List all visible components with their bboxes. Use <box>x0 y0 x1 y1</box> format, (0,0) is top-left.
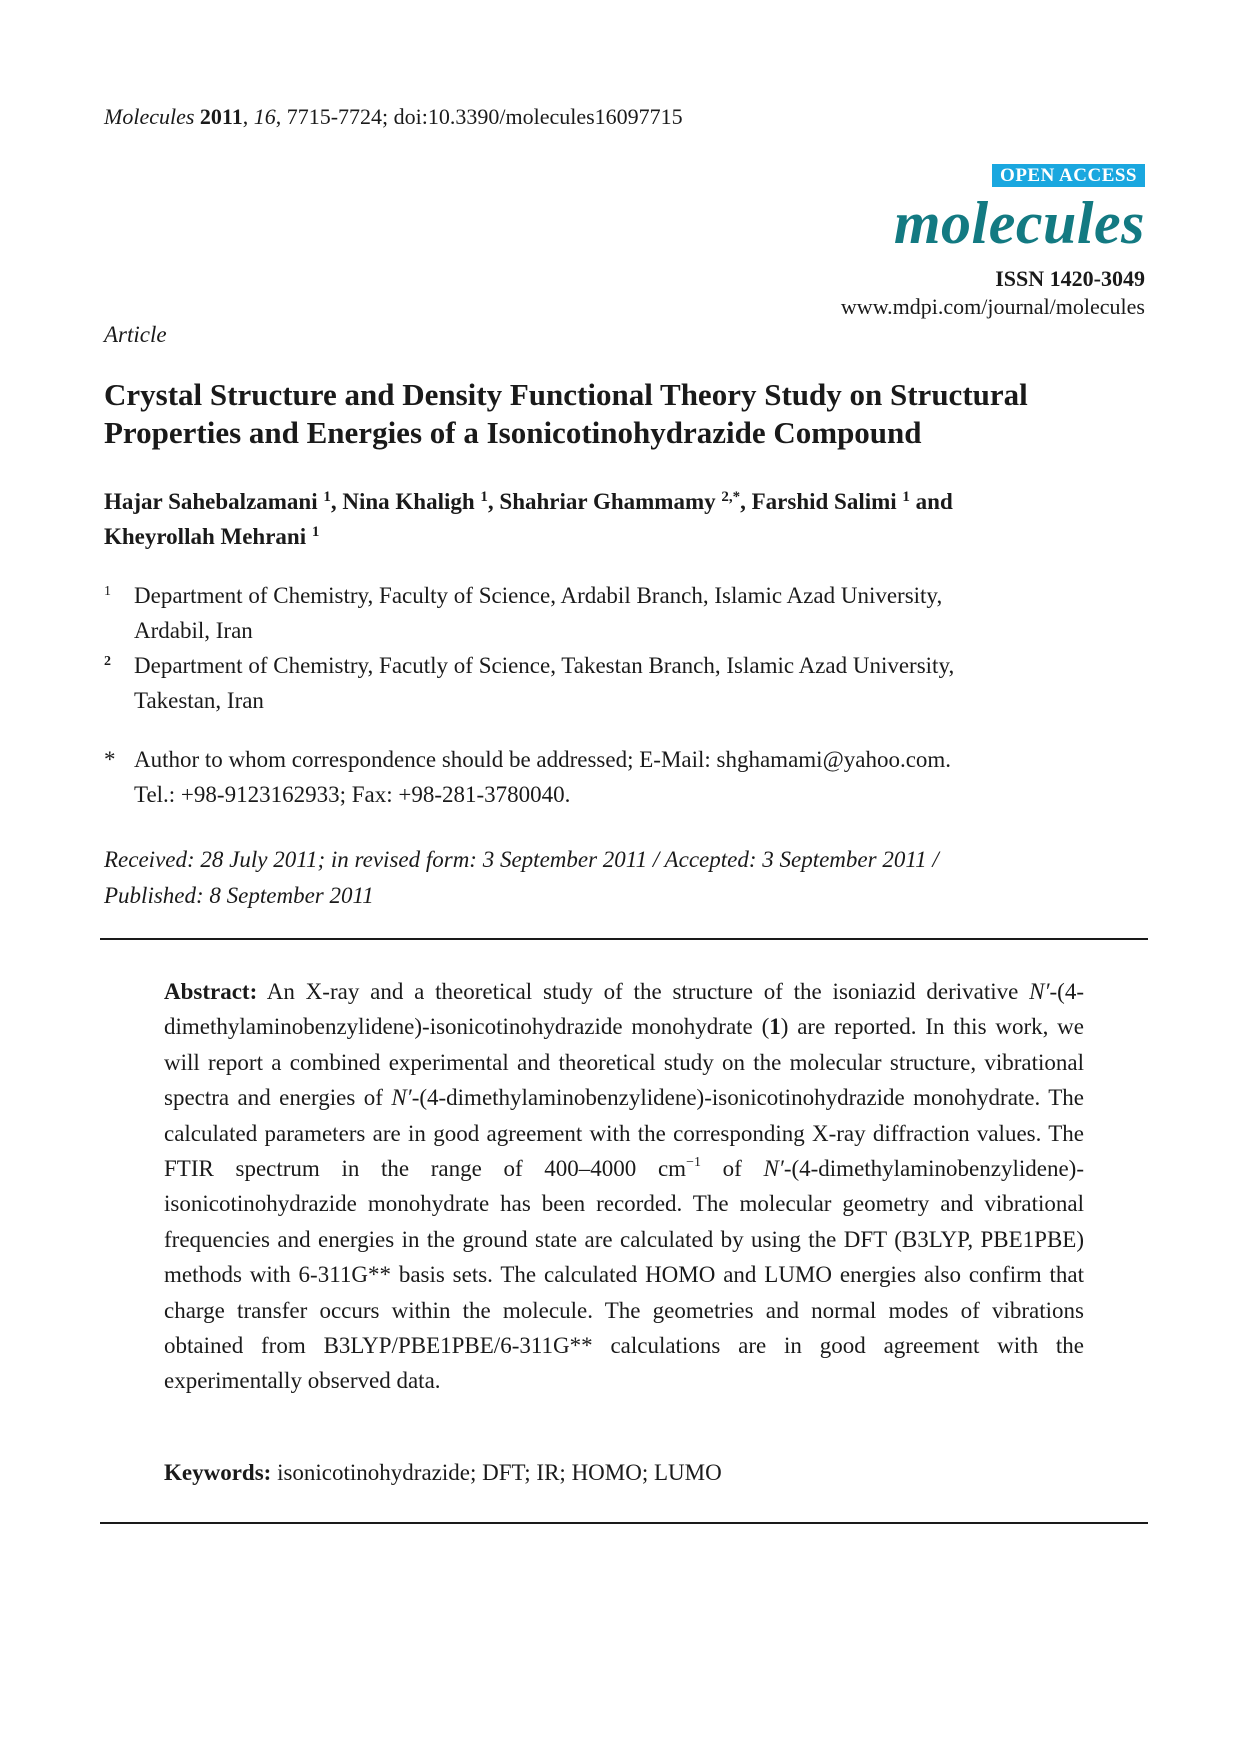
citation-line: Molecules 2011, 16, 7715-7724; doi:10.3390/molecules16097715 <box>104 104 683 129</box>
divider-top <box>100 938 1148 940</box>
author-affiliation-mark: 2,* <box>721 489 741 505</box>
citation-pages-doi: , 7715-7724; doi:10.3390/molecules16097715 <box>275 104 683 129</box>
correspondence-line: Tel.: +98-9123162933; Fax: +98-281-3780040. <box>134 782 571 807</box>
abstract-nprime: N′ <box>763 1156 784 1182</box>
author-separator: , <box>740 489 752 514</box>
abstract-label: Abstract: <box>164 979 258 1004</box>
journal-url[interactable]: www.mdpi.com/journal/molecules <box>840 294 1145 319</box>
keywords-label: Keywords: <box>164 1460 272 1485</box>
author-separator: and <box>909 489 953 514</box>
article-title: Crystal Structure and Density Functional Theory Study on Structural Properties and Energies of a Isonicotinohydrazide Compound <box>104 377 1028 450</box>
author-affiliation-mark: 1 <box>311 524 320 540</box>
author-name: Hajar Sahebalzamani <box>104 489 318 514</box>
author-separator: , <box>487 489 500 514</box>
author-name: Farshid Salimi <box>751 489 897 514</box>
affiliation-line: Takestan, Iran <box>134 688 264 713</box>
author-name: Kheyrollah Mehrani <box>104 524 307 549</box>
abstract-text: ) are reported. In this work, we will report a combined experimental and theoretical study on the molecular structure, vibrational spectra and energies of <box>164 1014 1084 1111</box>
affiliation-line: Ardabil, Iran <box>134 618 253 643</box>
abstract-nprime: N′ <box>391 1085 412 1111</box>
author-affiliation-mark: 1 <box>480 489 488 505</box>
abstract-text: of <box>700 1156 764 1182</box>
journal-logo: molecules <box>893 190 1145 256</box>
affiliation-number: 2 <box>104 654 111 669</box>
article-type: Article <box>104 322 167 347</box>
open-access-badge: OPEN ACCESS <box>992 164 1145 187</box>
journal-name: Molecules <box>104 104 195 129</box>
dates-line: Published: 8 September 2011 <box>104 883 374 908</box>
keywords-text: isonicotinohydrazide; DFT; IR; HOMO; LUMO <box>271 1460 722 1485</box>
citation-year: 2011 <box>199 104 243 129</box>
abstract-text: -(4-dimethylaminobenzylidene)-isonicotinohydrazide monohydrate ( <box>164 979 1084 1040</box>
abstract <box>164 974 1084 1399</box>
author-name: Shahriar Ghammamy <box>499 489 716 514</box>
author-affiliation-mark: 1 <box>902 489 910 505</box>
dates-line: Received: 28 July 2011; in revised form: 3 September 2011 / Accepted: 3 September 2011 / <box>104 847 939 872</box>
affiliation-number: 1 <box>104 584 111 599</box>
correspondence <box>104 742 1154 812</box>
correspondence-line: Author to whom correspondence should be addressed; E-Mail: shghamami@yahoo.com. <box>134 747 952 772</box>
author-list <box>104 484 1154 554</box>
affiliation-1 <box>104 578 1154 648</box>
keywords <box>164 1460 1084 1486</box>
affiliation-line: Department of Chemistry, Facutly of Science, Takestan Branch, Islamic Azad University, <box>134 653 955 678</box>
author-separator: , <box>330 489 343 514</box>
affiliation-2 <box>104 648 1154 718</box>
abstract-text: -(4-dimethylaminobenzylidene)-isonicotinohydrazide monohydrate has been recorded. The molecular geometry and vibrational frequencies and energies in the ground state are calculated by using the DFT (B3LYP, PBE1PBE) methods with 6-311G** basis sets. The calculated HOMO and LUMO energies also confirm that charge transfer occurs within the molecule. The geometries and normal modes of vibrations obtained from B3LYP/PBE1PBE/6-311G** calculations are in good agreement with the experimentally observed data. <box>164 1156 1084 1394</box>
author-name: Nina Khaligh <box>342 489 475 514</box>
publication-dates <box>104 842 1154 914</box>
abstract-text: -(4-dimethylaminobenzylidene)-isonicotinohydrazide monohydrate. The calculated parameters are in good agreement with the corresponding X-ray diffraction values. The FTIR spectrum in the range of 400–4000 cm <box>164 1085 1085 1182</box>
abstract-exponent: −1 <box>686 1155 701 1171</box>
author-affiliation-mark: 1 <box>323 489 331 505</box>
citation-volume: 16 <box>253 104 276 129</box>
divider-bottom <box>100 1522 1148 1524</box>
issn: ISSN 1420-3049 <box>995 266 1145 291</box>
abstract-text: An X-ray and a theoretical study of the structure of the isoniazid derivative <box>257 979 1030 1004</box>
affiliation-line: Department of Chemistry, Faculty of Science, Ardabil Branch, Islamic Azad University, <box>134 583 943 608</box>
correspondence-star: * <box>104 747 116 772</box>
abstract-nprime: N′ <box>1029 979 1050 1004</box>
abstract-compound-number: 1 <box>769 1014 781 1040</box>
